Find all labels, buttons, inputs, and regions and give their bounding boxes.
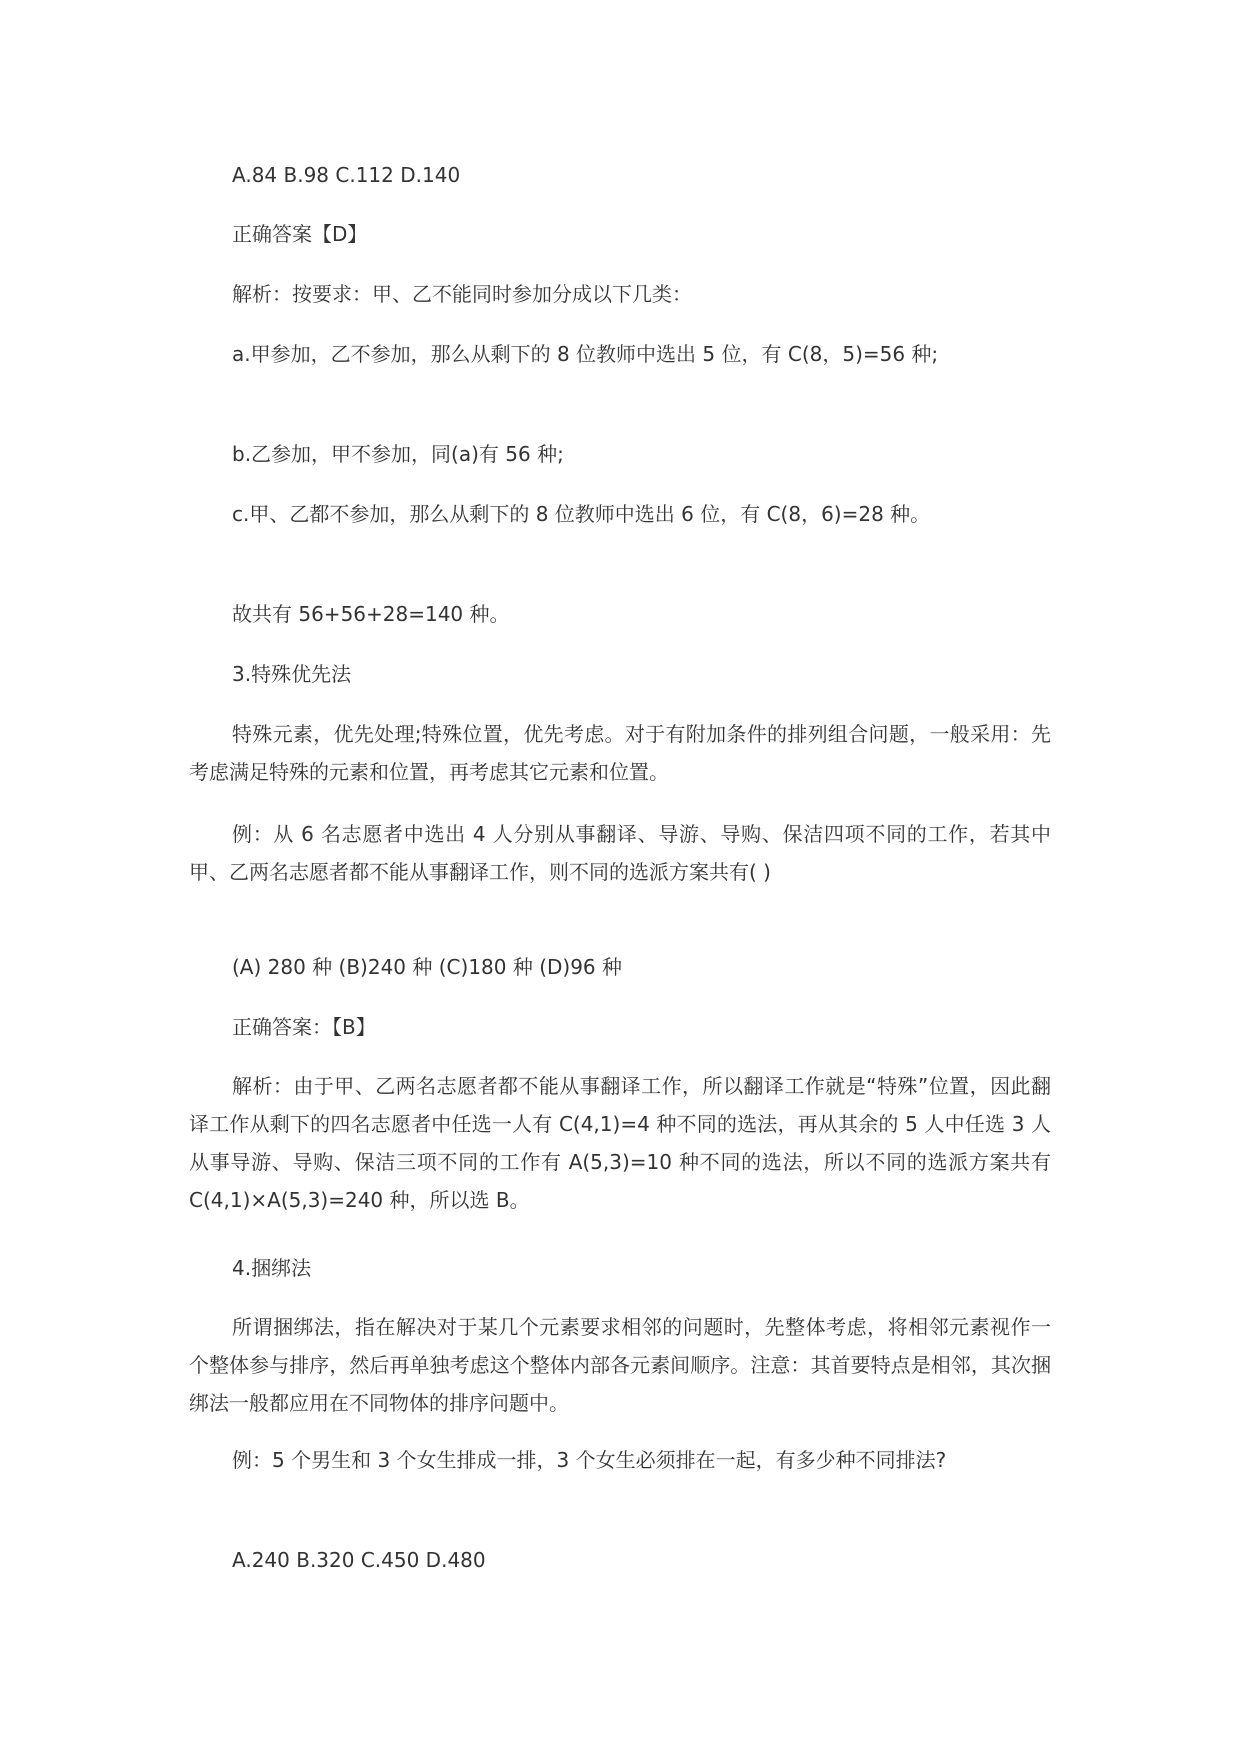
q2-case-b: b.乙参加，甲不参加，同(a)有 56 种;	[232, 442, 564, 466]
section4-example: 例：5 个男生和 3 个女生排成一排，3 个女生必须排在一起，有多少种不同排法?	[232, 1448, 947, 1472]
section3-options: (A) 280 种 (B)240 种 (C)180 种 (D)96 种	[232, 955, 623, 979]
section4-options: A.240 B.320 C.450 D.480	[232, 1548, 486, 1572]
section4-title: 4.捆绑法	[232, 1256, 312, 1280]
q2-case-a: a.甲参加，乙不参加，那么从剩下的 8 位教师中选出 5 位，有 C(8，5)=56 种;	[232, 342, 939, 366]
q2-answer: 正确答案【D】	[232, 222, 368, 246]
q2-case-c: c.甲、乙都不参加，那么从剩下的 8 位教师中选出 6 位，有 C(8，6)=28 种。	[232, 502, 931, 526]
section3-analysis: 解析：由于甲、乙两名志愿者都不能从事翻译工作，所以翻译工作就是“特殊”位置，因此翻译工作从剩下的四名志愿者中任选一人有 C(4,1)=4 种不同的选法，再从其余的 5 人中任选 3 人从事导游、导购、保洁三项不同的工作有 A(5,3)=10 种不同的选法，所以不同的选派方案共有 C(4,1)×A(5,3)=240 种，所以选 B。	[189, 1074, 1051, 1212]
section3-example: 例：从 6 名志愿者中选出 4 人分别从事翻译、导游、导购、保洁四项不同的工作，若其中甲、乙两名志愿者都不能从事翻译工作，则不同的选派方案共有( )	[189, 822, 1051, 884]
q2-options: A.84 B.98 C.112 D.140	[232, 163, 461, 187]
section3-answer: 正确答案：【B】	[232, 1015, 376, 1039]
q2-analysis-intro: 解析：按要求：甲、乙不能同时参加分成以下几类：	[232, 282, 692, 306]
q2-total: 故共有 56+56+28=140 种。	[232, 602, 510, 626]
section4-description: 所谓捆绑法，指在解决对于某几个元素要求相邻的问题时，先整体考虑，将相邻元素视作一个整体参与排序，然后再单独考虑这个整体内部各元素间顺序。注意：其首要特点是相邻，其次捆绑法一般都应用在不同物体的排序问题中。	[189, 1315, 1051, 1415]
section3-title: 3.特殊优先法	[232, 662, 352, 686]
section3-description: 特殊元素，优先处理;特殊位置，优先考虑。对于有附加条件的排列组合问题，一般采用：先考虑满足特殊的元素和位置，再考虑其它元素和位置。	[189, 722, 1051, 784]
